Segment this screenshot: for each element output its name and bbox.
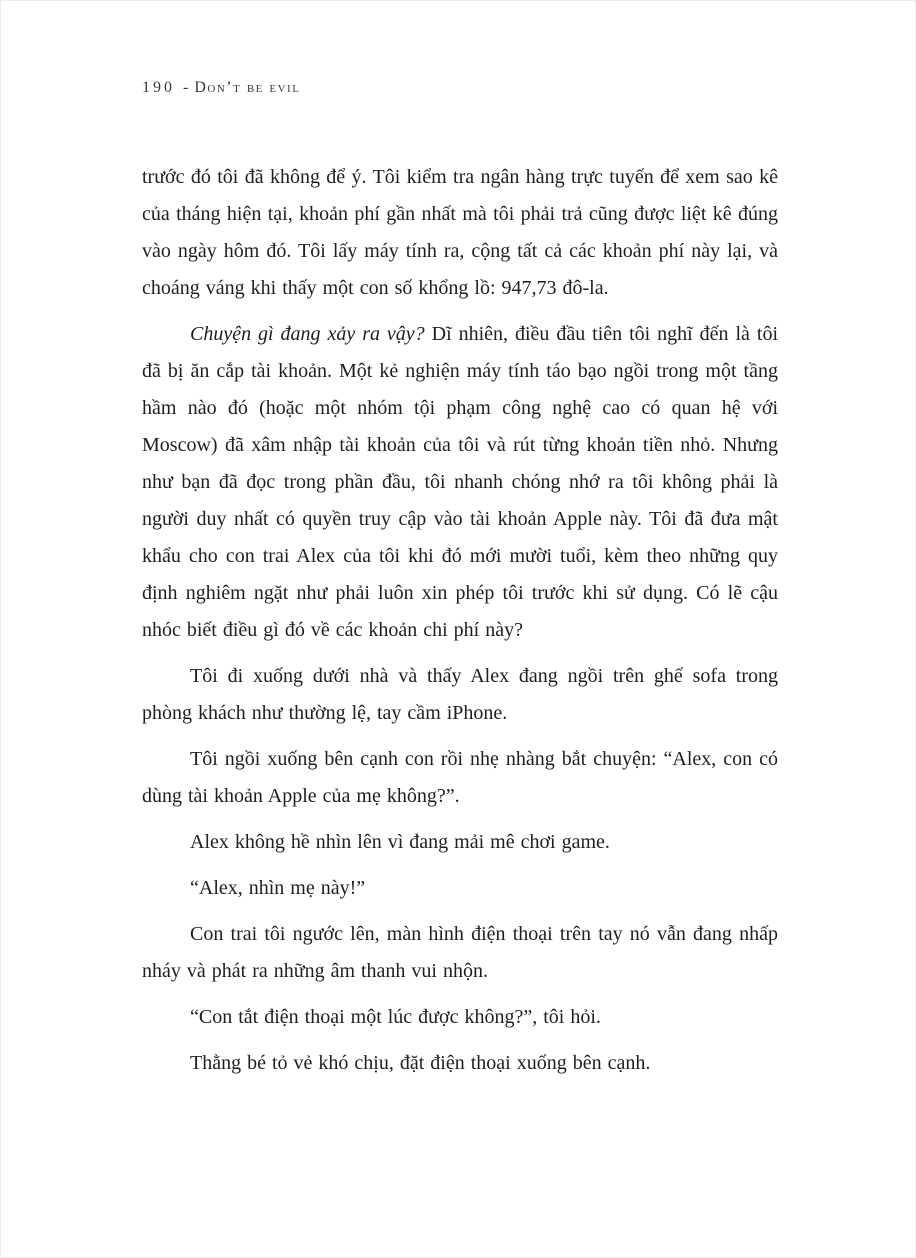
- page-number: 190: [142, 79, 175, 96]
- page-header: [142, 79, 300, 97]
- paragraph-text: Dĩ nhiên, điều đầu tiên tôi nghĩ đến là tôi đã bị ăn cắp tài khoản. Một kẻ nghiện máy tính táo bạo ngồi trong một tầng hầm nào đó (hoặc một nhóm tội phạm công nghệ cao có quan hệ với Moscow) đã xâm nhập tài khoản của tôi và rút từng khoản tiền nhỏ. Nhưng như bạn đã đọc trong phần đầu, tôi nhanh chóng nhớ ra tôi không phải là người duy nhất có quyền truy cập vào tài khoản Apple này. Tôi đã đưa mật khẩu cho con trai Alex của tôi khi đó mới mười tuổi, kèm theo những quy định nghiêm ngặt như phải luôn xin phép tôi trước khi sử dụng. Có lẽ cậu nhóc biết điều gì đó về các khoản chi phí này?: [142, 323, 779, 641]
- body-paragraph: Tôi đi xuống dưới nhà và thấy Alex đang ngồi trên ghế sofa trong phòng khách như thường lệ, tay cầm iPhone.: [142, 665, 778, 724]
- body-paragraph: [142, 316, 778, 649]
- italic-lead: Chuyện gì đang xảy ra vậy?: [190, 323, 425, 345]
- body-paragraph: “Alex, nhìn mẹ này!”: [190, 877, 366, 899]
- body-paragraph: Tôi ngồi xuống bên cạnh con rồi nhẹ nhàng bắt chuyện: “Alex, con có dùng tài khoản Apple của mẹ không?”.: [142, 748, 778, 807]
- header-separator: -: [183, 79, 189, 96]
- body-paragraph: trước đó tôi đã không để ý. Tôi kiểm tra ngân hàng trực tuyến để xem sao kê của tháng hiện tại, khoản phí gần nhất mà tôi phải trả cũng được liệt kê đúng vào ngày hôm đó. Tôi lấy máy tính ra, cộng tất cả các khoản phí này lại, và choáng váng khi thấy một con số khổng lồ: 947,73 đô-la.: [142, 166, 778, 299]
- book-title: Don’t be evil: [194, 79, 301, 96]
- body-paragraph: Con trai tôi ngước lên, màn hình điện thoại trên tay nó vẫn đang nhấp nháy và phát ra những âm thanh vui nhộn.: [142, 923, 778, 982]
- body-paragraph: Alex không hề nhìn lên vì đang mải mê chơi game.: [190, 831, 610, 853]
- body-text: [142, 159, 778, 1082]
- body-paragraph: Thằng bé tỏ vẻ khó chịu, đặt điện thoại xuống bên cạnh.: [190, 1052, 651, 1074]
- body-paragraph: “Con tắt điện thoại một lúc được không?”, tôi hỏi.: [190, 1006, 601, 1028]
